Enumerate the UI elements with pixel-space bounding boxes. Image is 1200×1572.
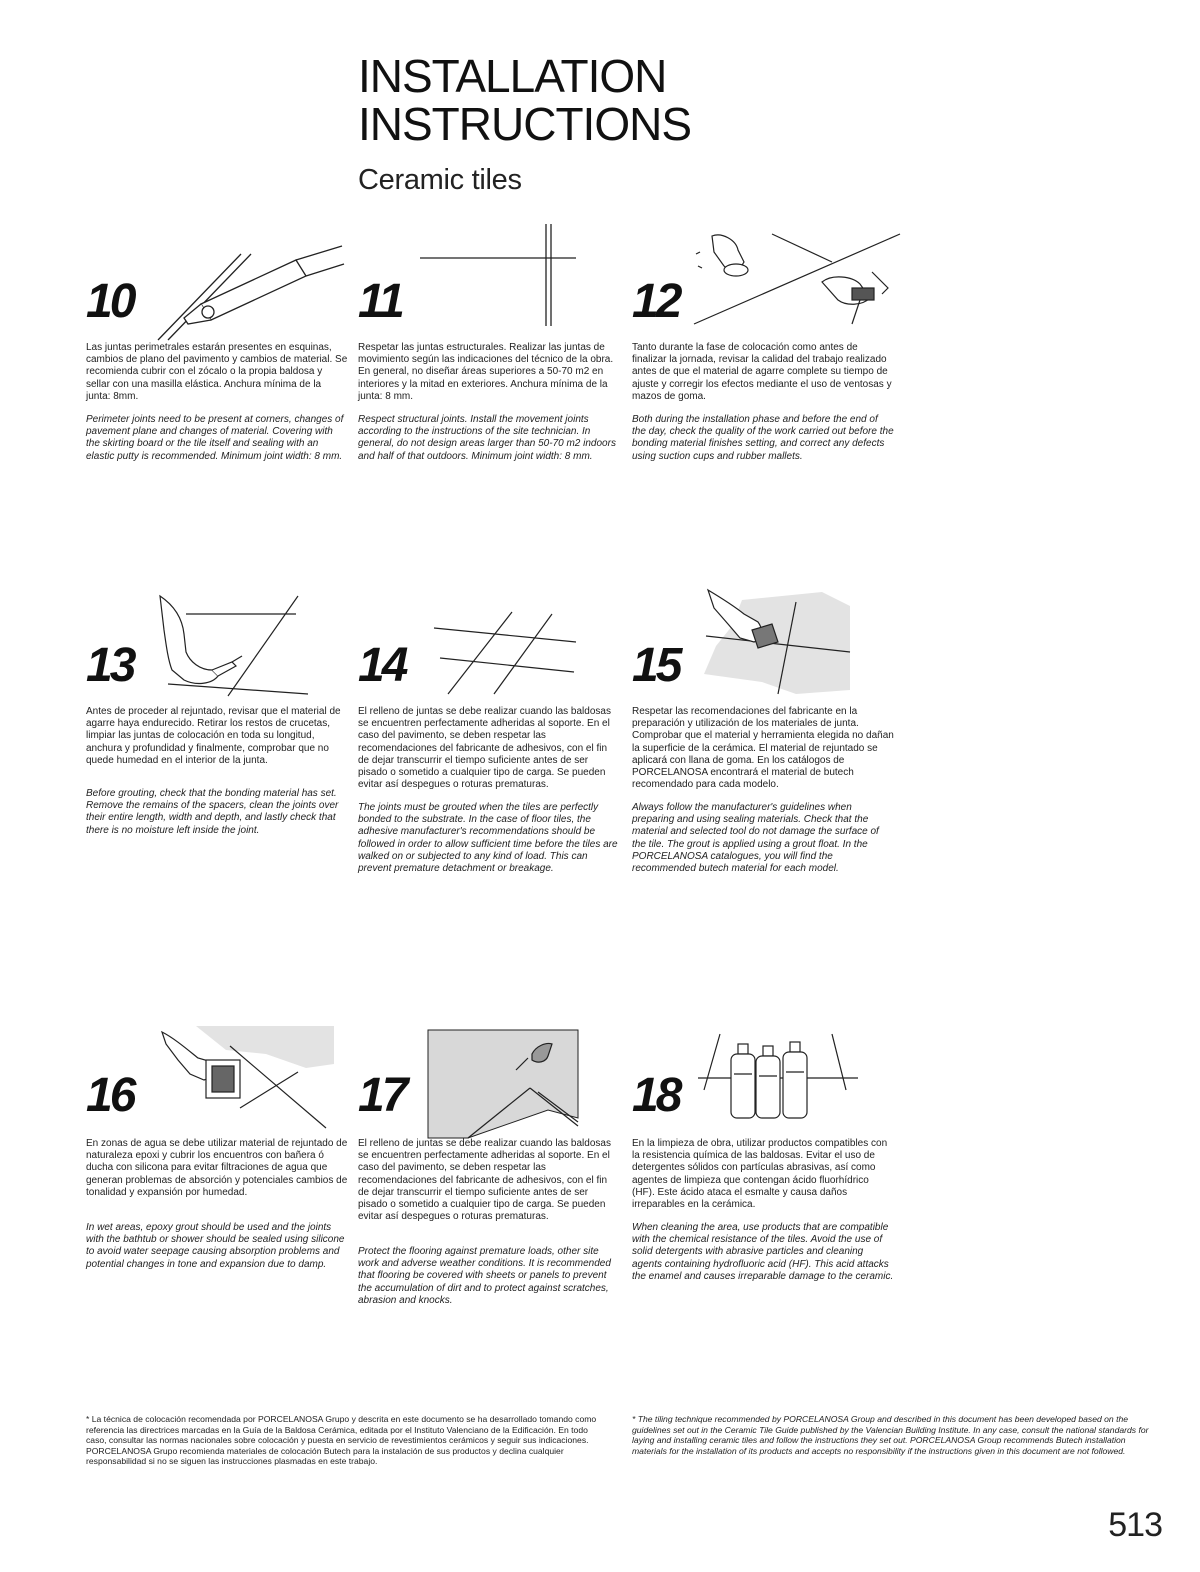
step-18 bbox=[632, 1020, 894, 1320]
step-number: 17 bbox=[358, 1069, 406, 1122]
step-number: 11 bbox=[358, 275, 402, 328]
page-number: 513 bbox=[1108, 1506, 1162, 1544]
step-number: 12 bbox=[632, 275, 680, 328]
footnote-es: * La técnica de colocación recomendada por PORCELANOSA Grupo y descrita en este documento se ha desarrollado tomando como referencia las directrices marcadas en la Guía de la Baldosa Cerámica, editada por el Instituto Valenciano de la Edificación. En todo caso, consultar las normas nacionales sobre colocación y puesta en servicio de revestimientos cerámicos y seguir sus indicaciones. PORCELANOSA Grupo recomienda materiales de colocación Butech para la instalación de sus productos y declina cualquier responsabilidad si no se siguen las instrucciones plasmadas en este trabajo. bbox=[86, 1414, 597, 1467]
step-text-es: En la limpieza de obra, utilizar productos compatibles con la resistencia química de las baldosas. Evitar el uso de detergentes sólidos con partículas abrasivas, así como agentes de limpieza que contengan ácido fluorhídrico (HF). Este ácido ataca el esmalte y causa daños irreparables en la cerámica. bbox=[632, 1138, 888, 1211]
page-subtitle: Ceramic tiles bbox=[358, 164, 522, 196]
step-text-es: Respetar las juntas estructurales. Realizar las juntas de movimiento según las indicaciones del técnico de la obra. En general, no diseñar áreas superiores a 50-70 m2 en interiores y la mitad en exteriores. Anchura mínima de la junta: 8 mm. bbox=[358, 342, 614, 402]
step-text-en: Always follow the manufacturer's guidelines when preparing and using sealing materials. Check that the material and selected tool do not damage the surface of the tile. The grout is applied using a grout float. In the PORCELANOSA catalogues, you will find the recommended butech material for each model. bbox=[632, 802, 879, 875]
tile-grid-icon bbox=[428, 606, 578, 696]
step-16 bbox=[86, 1020, 348, 1290]
step-10 bbox=[86, 222, 348, 482]
step-text-en: Respect structural joints. Install the movement joints according to the instructions of the site technician. In general, do not design areas larger than 50-70 m2 indoors and half of that outdoors. Minimum joint width: 8 mm. bbox=[358, 414, 616, 462]
step-text-en: When cleaning the area, use products that are compatible with the chemical resistance of the tiles. Avoid the use of solid detergents with abrasive particles and cleaning agents containing hydrofluoric acid (HF). This acid attacks the enamel and causes irreparable damage to the ceramic. bbox=[632, 1222, 894, 1282]
protective-sheet-icon bbox=[428, 1030, 578, 1140]
step-text-es: El relleno de juntas se debe realizar cuando las baldosas se encuentren perfectamente adheridas al soporte. En el caso del pavimento, se deben respetar las recomendaciones del fabricante de adhesivos, con el fin de dejar transcurrir el tiempo suficiente antes de ser pisado o sometido a cualquier tipo de carga. Se pueden evitar así despegues o roturas prematuras. bbox=[358, 706, 611, 791]
step-number: 14 bbox=[358, 639, 406, 692]
joint-cross-icon bbox=[418, 222, 578, 332]
title-line-2: INSTRUCTIONS bbox=[358, 98, 691, 150]
step-text-en: In wet areas, epoxy grout should be used and the joints with the bathtub or shower should be sealed using silicone to avoid water seepage causing absorption problems and potential changes in tone and expansion due to damp. bbox=[86, 1222, 345, 1270]
step-11 bbox=[358, 222, 620, 482]
step-17 bbox=[358, 1020, 620, 1320]
step-text-es: Antes de proceder al rejuntado, revisar que el material de agarre haya endurecido. Retirar los restos de crucetas, limpiar las juntas de colocación en toda su longitud, anchura y profundidad y finalmente, comprobar que no quede humedad en el interior de la junta. bbox=[86, 706, 341, 766]
step-number: 15 bbox=[632, 639, 680, 692]
step-text-en: Both during the installation phase and before the end of the day, check the quality of the work carried out before the bonding material finishes setting, and correct any defects using suction cups and rubber mallets. bbox=[632, 414, 894, 462]
grout-float-icon bbox=[702, 586, 852, 696]
step-text-en: Perimeter joints need to be present at corners, changes of pavement plane and changes of material. Covering with the skirting board or the tile itself and sealing with an elastic putty is recommended. Minimum joint width: 8 mm. bbox=[86, 414, 344, 462]
step-text-es: Tanto durante la fase de colocación como antes de finalizar la jornada, revisar la calidad del trabajo realizado antes de que el material de agarre complete su tiempo de ajuste y corregir los efectos mediante el uso de ventosas y mazos de goma. bbox=[632, 342, 892, 402]
suction-cup-mallet-icon bbox=[692, 232, 902, 332]
step-15 bbox=[632, 586, 894, 886]
caulking-gun-icon bbox=[146, 242, 346, 342]
step-number: 10 bbox=[86, 275, 134, 328]
step-text-es: Respetar las recomendaciones del fabricante en la preparación y utilización de los materiales de junta. Comprobar que el material y herramienta elegida no dañan la superficie de la cerámica. El material de rejuntado se aplicará con llana de goma. En los catálogos de PORCELANOSA encontrará el material de butech recomendado para cada modelo. bbox=[632, 706, 894, 791]
cleaning-bottles-icon bbox=[698, 1030, 858, 1140]
step-text-en: The joints must be grouted when the tiles are perfectly bonded to the substrate. In the case of floor tiles, the adhesive manufacturer's recommendations should be followed in order to allow sufficient time before the tiles are walked on or subjected to any kind of load. This can prevent premature detachment or breakage. bbox=[358, 802, 618, 875]
epoxy-float-icon bbox=[156, 1024, 336, 1134]
step-text-en: Before grouting, check that the bonding material has set. Remove the remains of the spacers, clean the joints over their entire length, width and depth, and lastly check that there is no moisture left inside the joint. bbox=[86, 788, 339, 836]
step-text-es: El relleno de juntas se debe realizar cuando las baldosas se encuentren perfectamente adheridas al soporte. En el caso del pavimento, se deben respetar las recomendaciones del fabricante de adhesivos, con el fin de dejar transcurrir el tiempo suficiente antes de ser pisado o sometido a cualquier tipo de carga. Se pueden evitar así despegues o roturas prematuras. bbox=[358, 1138, 611, 1223]
hand-cleaning-joint-icon bbox=[156, 590, 316, 700]
page-title bbox=[358, 52, 691, 148]
step-text-es: En zonas de agua se debe utilizar material de rejuntado de naturaleza epoxi y cubrir los encuentros con bañera ó ducha con silicona para evitar filtraciones de agua que generan problemas de absorción y potenciales cambios de tonalidad y expansión por humedad. bbox=[86, 1138, 348, 1198]
step-number: 13 bbox=[86, 639, 134, 692]
title-line-1: INSTALLATION bbox=[358, 50, 667, 102]
step-text-en: Protect the flooring against premature loads, other site work and adverse weather conditions. It is recommended that flooring be covered with sheets or panels to prevent the accumulation of dirt and to protect against scratches, abrasion and knocks. bbox=[358, 1246, 611, 1306]
step-number: 16 bbox=[86, 1069, 134, 1122]
footnote-en: * The tiling technique recommended by PORCELANOSA Group and described in this document has been developed based on the guidelines set out in the Ceramic Tile Guide published by the Valencian Building Institute. In any case, consult the national standards for laying and installing ceramic tiles and follow the instructions they set out. PORCELANOSA Group recommends Butech installation materials for the installation of its products and accepts no responsibility if the instructions given in this document are not followed. bbox=[632, 1414, 1149, 1456]
step-12 bbox=[632, 222, 894, 482]
step-14 bbox=[358, 586, 620, 886]
step-number: 18 bbox=[632, 1069, 680, 1122]
step-text-es: Las juntas perimetrales estarán presentes en esquinas, cambios de plano del pavimento y cambios de material. Se recomienda cubrir con el zócalo o la propia baldosa y sellar con una masilla elástica. Anchura mínima de la junta: 8mm. bbox=[86, 342, 348, 402]
step-13 bbox=[86, 586, 348, 846]
